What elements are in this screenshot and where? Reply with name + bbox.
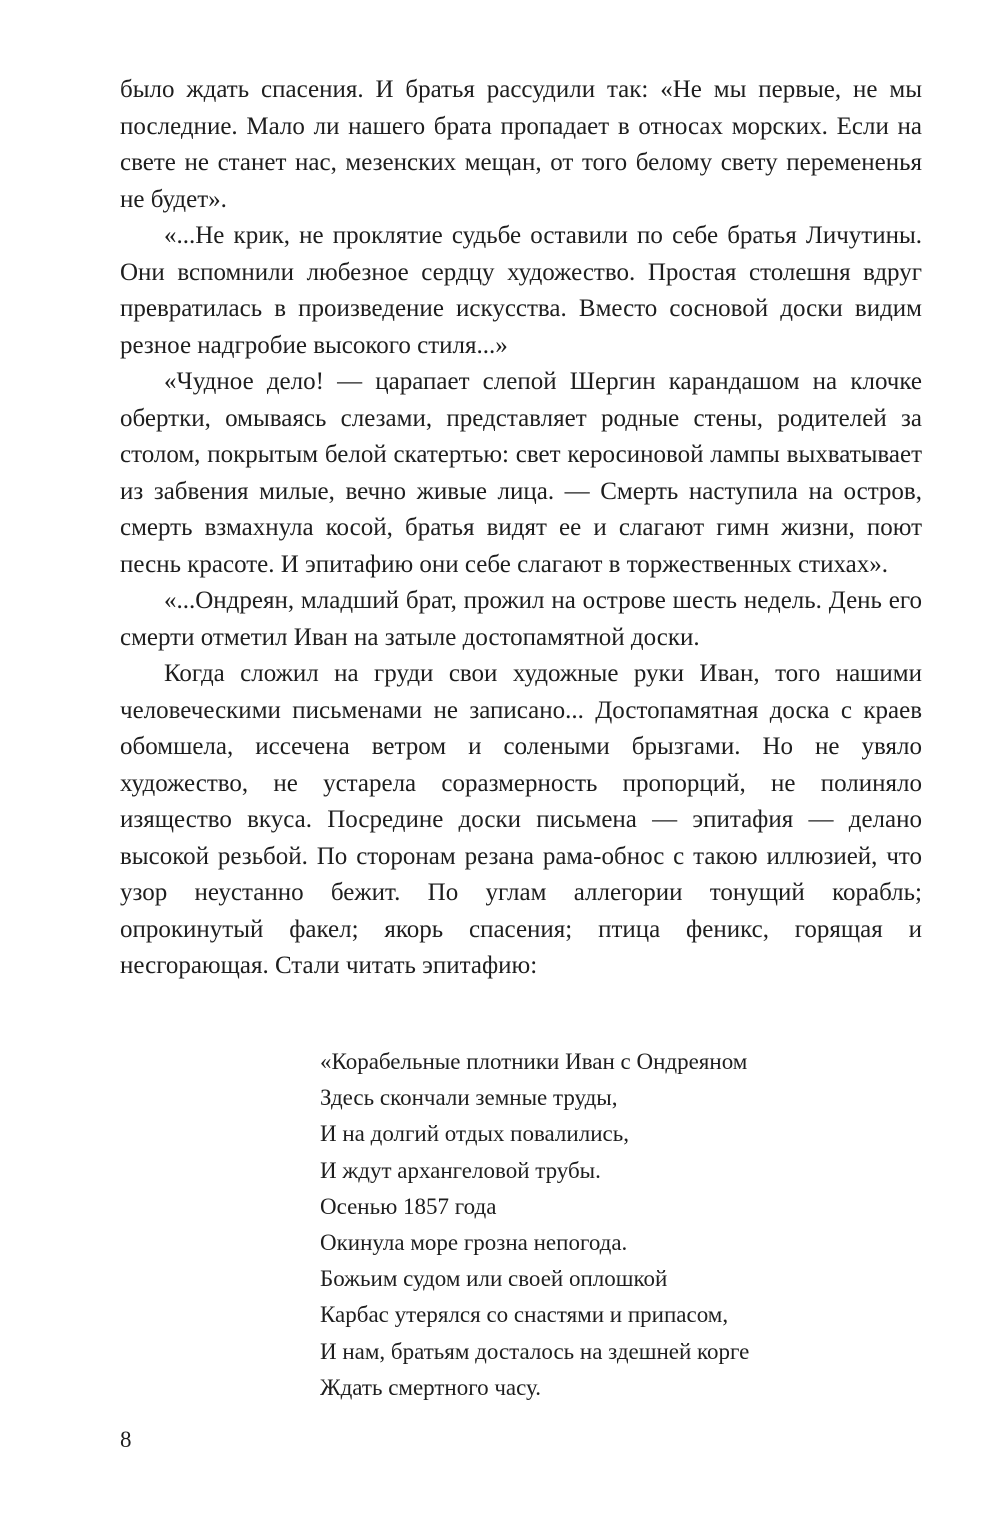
paragraph: Когда сложил на груди свои художные руки Иван, того нашими человеческими письменами не записано... Достопамятная доска с краев обомшела, иссечена ветром и солеными брызгами. Но не увяло художество, не устарела соразмерность пропорций, не полиняло изящество вкуса. Посредине доски письмена — эпитафия — делано высокой резьбой. По сторонам резана рама-обнос с такою иллюзией, что узор неустанно бежит. По углам аллегории тонущий корабль; опрокинутый факел; якорь спасения; птица феникс, горящая и несгорающая. Стали читать эпитафию: — [120, 660, 922, 979]
verse-line: «Корабельные плотники Иван с Ондреяном — [320, 1049, 748, 1074]
prose-block — [120, 72, 922, 985]
verse-line: Божьим судом или своей оплошкой — [320, 1266, 668, 1292]
verse-line: И на долгий отдых повалились, — [320, 1121, 629, 1147]
paragraph: было ждать спасения. И братья рассудили так: «Не мы первые, не мы последние. Мало ли нашего брата пропадает в относах морских. Если на свете не станет нас, мезенских мещан, от того белому свету перемененья не будет». — [120, 76, 922, 213]
page-number: 8 — [120, 1427, 132, 1452]
paragraph: «Чудное дело! — царапает слепой Шергин карандашом на клочке обертки, омываясь слезами, представляет родные стены, родителей за столом, покрытым белой скатертью: свет керосиновой лампы выхватывает из забвения милые, вечно живые лица. — Смерть наступила на остров, смерть взмахнула косой, братья видят ее и слагают гимн жизни, поют песнь красоте. И эпитафию они себе слагают в торжественных стихах». — [120, 368, 922, 578]
epitaph-verse — [320, 1044, 920, 1406]
verse-line: Карбас утерялся со снастями и припасом, — [320, 1302, 729, 1328]
verse-line: Здесь скончали земные труды, — [320, 1085, 618, 1111]
verse-line: Ждать смертного часу. — [320, 1374, 541, 1400]
verse-line: И нам, братьям досталось на здешней корге — [320, 1338, 750, 1364]
verse-line: И ждут архангеловой трубы. — [320, 1157, 601, 1183]
verse-line: Осенью 1857 года — [320, 1193, 497, 1219]
paragraph: «...Не крик, не проклятие судьбе оставили по себе братья Личутины. Они вспомнили любезное сердцу художество. Простая столешня вдруг превратилась в произведение искусства. Вместо сосновой доски видим резное надгробие высокого стиля...» — [120, 222, 922, 359]
verse-line: Окинула море грозна непогода. — [320, 1230, 628, 1256]
paragraph: «...Ондреян, младший брат, прожил на острове шесть недель. День его смерти отметил Иван на затыле достопамятной доски. — [120, 587, 922, 651]
